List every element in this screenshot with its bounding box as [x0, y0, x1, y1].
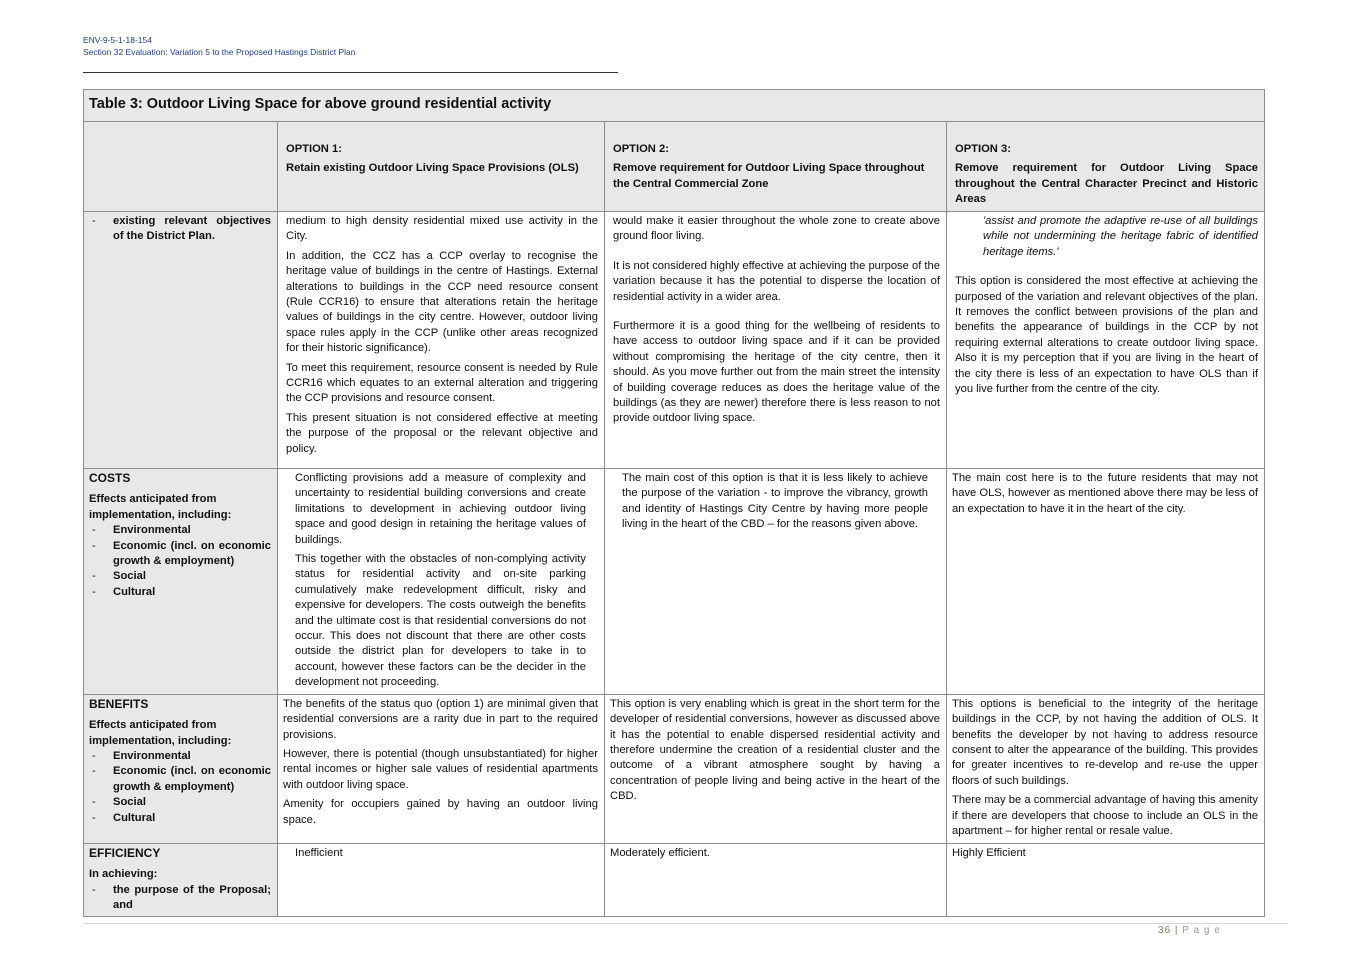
efficiency-label-cell: [84, 843, 278, 917]
effect-item: - Environmental: [89, 523, 271, 538]
table-row-costs: [84, 469, 1265, 695]
document-title: Section 32 Evaluation: Variation 5 to the Proposed Hastings District Plan: [83, 47, 356, 57]
header-rule: [83, 72, 618, 73]
costs-label-cell: [84, 469, 278, 695]
efficiency-rating: Inefficient: [295, 846, 343, 859]
page-separator: |: [1174, 925, 1179, 936]
effect-item: - Environmental: [89, 749, 271, 764]
costs-subtitle: Effects anticipated from implementation, including:: [89, 493, 232, 521]
effect-item: - Social: [89, 795, 271, 810]
effectiveness-option-1: [278, 212, 605, 469]
benefits-option-3: [947, 694, 1265, 843]
benefits-title: BENEFITS: [89, 696, 149, 711]
effect-item: - Social: [89, 569, 271, 584]
benefits-option-2: [605, 694, 947, 843]
table-row-efficiency: [84, 843, 1265, 917]
paragraph: There may be a commercial advantage of having this amenity if there are developers that choose to include an OLS in the apartment – for higher rental or resale value.: [952, 794, 1259, 837]
evaluation-table: [83, 89, 1264, 917]
header-option-2: [605, 122, 947, 212]
effect-item: - Economic (incl. on economic growth & employment): [89, 539, 271, 570]
efficiency-option-1: [278, 843, 605, 917]
paragraph: Conflicting provisions add a measure of complexity and uncertainty to residential building conversions and create limitations to development in achieving outdoor living space and good design in retaining the heritage values of buildings.: [295, 472, 586, 546]
document-id: ENV-9-5-1-18-154: [83, 35, 152, 45]
paragraph: It is not considered highly effective at achieving the purpose of the variation because it has the potential to disperse the location of residential activity in a wider area.: [613, 259, 940, 303]
efficiency-rating: Highly Efficient: [952, 846, 1026, 859]
efficiency-rating: Moderately efficient.: [610, 846, 710, 859]
paragraph: This option is very enabling which is great in the short term for the developer of residential conversions, however as discussed above it has the potential to enable dispersed residential activity and therefore undermine the creation of a residential cluster and the outcome of a vibrant atmosphere sought by having a concentration of people living and being active in the heart of the CBD.: [610, 697, 940, 803]
table-title: Table 3: Outdoor Living Space for above ground residential activity: [84, 90, 1265, 122]
option-2-label: OPTION 2:: [613, 143, 669, 155]
costs-option-3: [947, 469, 1265, 695]
table-header-row: [84, 122, 1265, 212]
option-2-description: Remove requirement for Outdoor Living Space throughout the Central Commercial Zone: [613, 162, 925, 190]
page-number: 36: [1158, 925, 1172, 936]
effect-item: - Cultural: [89, 585, 271, 600]
option-3-description: Remove requirement for Outdoor Living Space throughout the Central Character Precinct and Historic Areas: [955, 162, 1259, 206]
table-row-effectiveness: [84, 212, 1265, 469]
table-row-benefits: [84, 694, 1265, 843]
efficiency-option-3: [947, 843, 1265, 917]
paragraph: would make it easier throughout the whole zone to create above ground floor living.: [613, 215, 940, 243]
paragraph: This options is beneficial to the integrity of the heritage buildings in the CCP, by not having the addition of OLS. It benefits the developer by not having to address resource consent to alter the appearance of the building. This provides for greater incentives to re-develop and re-use the upper floors of such buildings.: [952, 697, 1259, 787]
effectiveness-item: - existing relevant objectives of the District Plan.: [89, 214, 271, 245]
option-3-label: OPTION 3:: [955, 143, 1011, 155]
costs-option-2: [605, 469, 947, 695]
paragraph: In addition, the CCZ has a CCP overlay to recognise the heritage value of buildings in the centre of Hastings. External alterations to buildings in the CCP need resource consent (Rule CCR16) to ensure that alterations retain the heritage values of buildings in the city centre. However, outdoor living space rules apply in the CCP (unlike other areas recognized for their historic significance).: [286, 249, 598, 355]
paragraph: The main cost here is to the future residents that may not have OLS, however as mentioned above there may be less of an expectation to have it in the heart of the city.: [952, 472, 1259, 515]
policy-quote: 'assist and promote the adaptive re-use of all buildings while not undermining the heritage fabric of identified heritage items.': [983, 215, 1259, 258]
document-header: [83, 34, 355, 58]
page-footer: [1158, 925, 1221, 936]
paragraph: medium to high density residential mixed use activity in the City.: [286, 215, 598, 243]
option-1-label: OPTION 1:: [286, 143, 342, 155]
paragraph: To meet this requirement, resource consent is needed by Rule CCR16 which equates to an external alteration and triggering the CCP provisions and resource consent.: [286, 361, 598, 405]
efficiency-title: EFFICIENCY: [89, 845, 161, 860]
header-empty-cell: [84, 122, 278, 212]
paragraph: Furthermore it is a good thing for the wellbeing of residents to have access to outdoor living space and if it can be provided without compromising the heritage of the city centre, then it should. As you move further out from the main street the intensity of building coverage reduces as does the heritage value of the buildings (as they are newer) therefore there is less reason to not provide outdoor living space.: [613, 320, 940, 425]
paragraph: Amenity for occupiers gained by having an outdoor living space.: [283, 798, 598, 826]
effectiveness-label-cell: [84, 212, 278, 469]
option-1-description: Retain existing Outdoor Living Space Provisions (OLS): [286, 162, 579, 175]
effectiveness-option-2: [605, 212, 947, 469]
page-label: P a g e: [1182, 925, 1221, 936]
costs-title: COSTS: [89, 471, 131, 485]
footer-rule: [83, 923, 1288, 924]
header-option-3: [947, 122, 1265, 212]
effect-item: - Cultural: [89, 811, 271, 826]
paragraph: This present situation is not considered effective at meeting the purpose of the proposal or the relevant objective and policy.: [286, 411, 598, 455]
benefits-subtitle: Effects anticipated from implementation, including:: [89, 719, 232, 747]
paragraph: The main cost of this option is that it is less likely to achieve the purpose of the variation - to improve the vibrancy, growth and identity of Hastings City Centre by having more people living in the heart of the CBD – for the reasons given above.: [622, 472, 928, 531]
costs-option-1: [278, 469, 605, 695]
paragraph: However, there is potential (though unsubstantiated) for higher rental incomes or higher sale values of residential apartments with outdoor living space.: [283, 747, 598, 791]
paragraph: This together with the obstacles of non-complying activity status for residential activity and on-site parking cumulatively make redevelopment difficult, risky and expensive for developers. The costs outweigh the benefits and the ultimate cost is that residential conversions do not occur. This does not discount that there are other costs outside the district plan for developers to take in to account, however these factors can be the decider in the development not proceeding.: [295, 553, 586, 689]
paragraph: The benefits of the status quo (option 1) are minimal given that residential conversions are a rarity due in part to the required provisions.: [283, 697, 598, 741]
effect-item: - Economic (incl. on economic growth & employment): [89, 764, 271, 795]
efficiency-item: - the purpose of the Proposal; and: [89, 883, 271, 914]
effectiveness-option-3: [947, 212, 1265, 469]
benefits-option-1: [278, 694, 605, 843]
header-option-1: [278, 122, 605, 212]
benefits-label-cell: [84, 694, 278, 843]
paragraph: This option is considered the most effective at achieving the purposed of the variation and relevant objectives of the plan. It removes the conflict between provisions of the plan and benefits the appearance of buildings in the CCP by not requiring external alterations to create outdoor living space. Also it is my perception that if you are living in the heart of the city there is less of an expectation to have OLS than if you live further from the centre of the city.: [955, 275, 1259, 396]
efficiency-option-2: [605, 843, 947, 917]
efficiency-subtitle: In achieving:: [89, 868, 158, 881]
